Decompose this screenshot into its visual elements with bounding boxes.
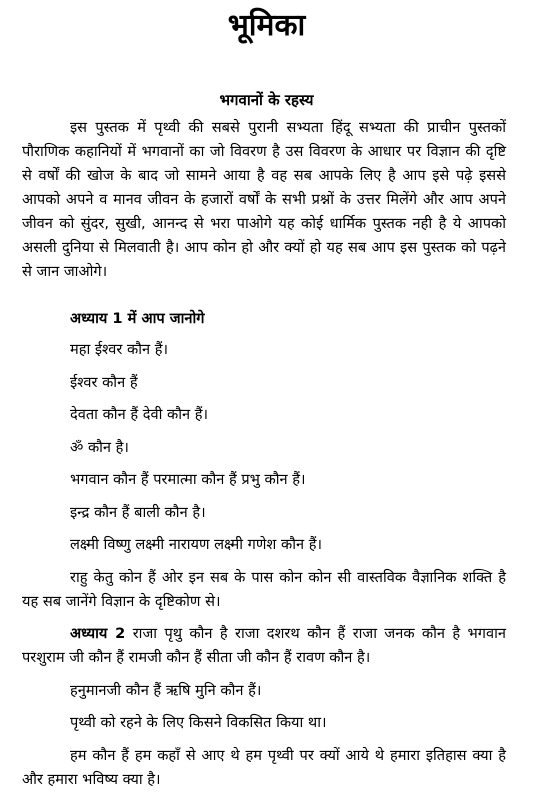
list-item: हनुमानजी कौन हैं ऋषि मुनि कौन हैं।	[70, 681, 262, 699]
chapter1-list	[22, 338, 506, 800]
section-heading: भगवानों के रहस्य	[219, 91, 314, 109]
chapter2-paragraph	[22, 622, 506, 670]
list-item: इन्द्र कौन हैं बाली कौन है।	[70, 503, 206, 521]
list-item: ईश्वर कौन हैं	[70, 373, 138, 391]
intro-paragraph: इस पुस्तक में पृथ्वी की सबसे पुरानी सभ्यता हिंदू सभ्यता की प्राचीन पुस्तकों पौराणिक कहानियों में भगवानों का जो विवरण है उस विवरण के आधार पर विज्ञान की दृष्टि से वर्षों की खोज के बाद जो सामने आया है वह सब आपके लिए है आप इसे पढ़े इससे आपको अपने व मानव जीवन के हजारों वर्षों के सभी प्रश्नों के उत्तर मिलेंगे और आप अपने जीवन को सुंदर, सुखी, आनन्द से भरा पाओगे यह कोई धार्मिक पुस्तक नही है ये आपको असली दुनिया से मिलवाती है। आप कोन हो और क्यों हो यह सब आप इस पुस्तक को पढ़ने से जान जाओगे।	[22, 119, 506, 280]
chapter2-text: राजा पृथु कौन है राजा दशरथ कौन हैं राजा जनक कौन है भगवान परशुराम जी कौन हैं रामजी कौन हैं सीता जी कौन हैं रावण कौन है।	[22, 625, 506, 666]
list-item: देवता कौन हैं देवी कौन हैं।	[70, 406, 209, 423]
page-title: भूमिका	[227, 8, 306, 43]
list-item: महा ईश्वर कौन हैं।	[70, 341, 168, 358]
list-item: पृथ्वी को रहने के लिए किसने विकसित किया था।	[70, 714, 327, 731]
list-item: लक्ष्मी विष्णु लक्ष्मी नारायण लक्ष्मी गणेश कौन हैं।	[70, 536, 323, 553]
rahu-ketu-paragraph: राहु केतु कोन हैं ओर इन सब के पास कोन कोन सी वास्तविक वैज्ञानिक शक्ति है यह सब जानेंगे विज्ञान के दृष्टिकोण से।	[22, 568, 506, 610]
list-item: भगवान कौन हैं परमात्मा कौन हैं प्रभु कौन हैं।	[70, 471, 306, 488]
chapter1-heading-block	[22, 307, 506, 331]
list-item: ॐ कौन है।	[70, 438, 129, 456]
chapter2-label: अध्याय 2	[70, 625, 126, 642]
chapter1-heading: अध्याय 1 में आप जानोगे	[70, 310, 205, 327]
final-paragraph: हम कौन हैं हम कहाँ से आए थे हम पृथ्वी पर क्यों आये थे हमारा इतिहास क्या है और हमारा भविष्य क्या है।	[22, 746, 506, 788]
intro-block	[22, 116, 506, 284]
